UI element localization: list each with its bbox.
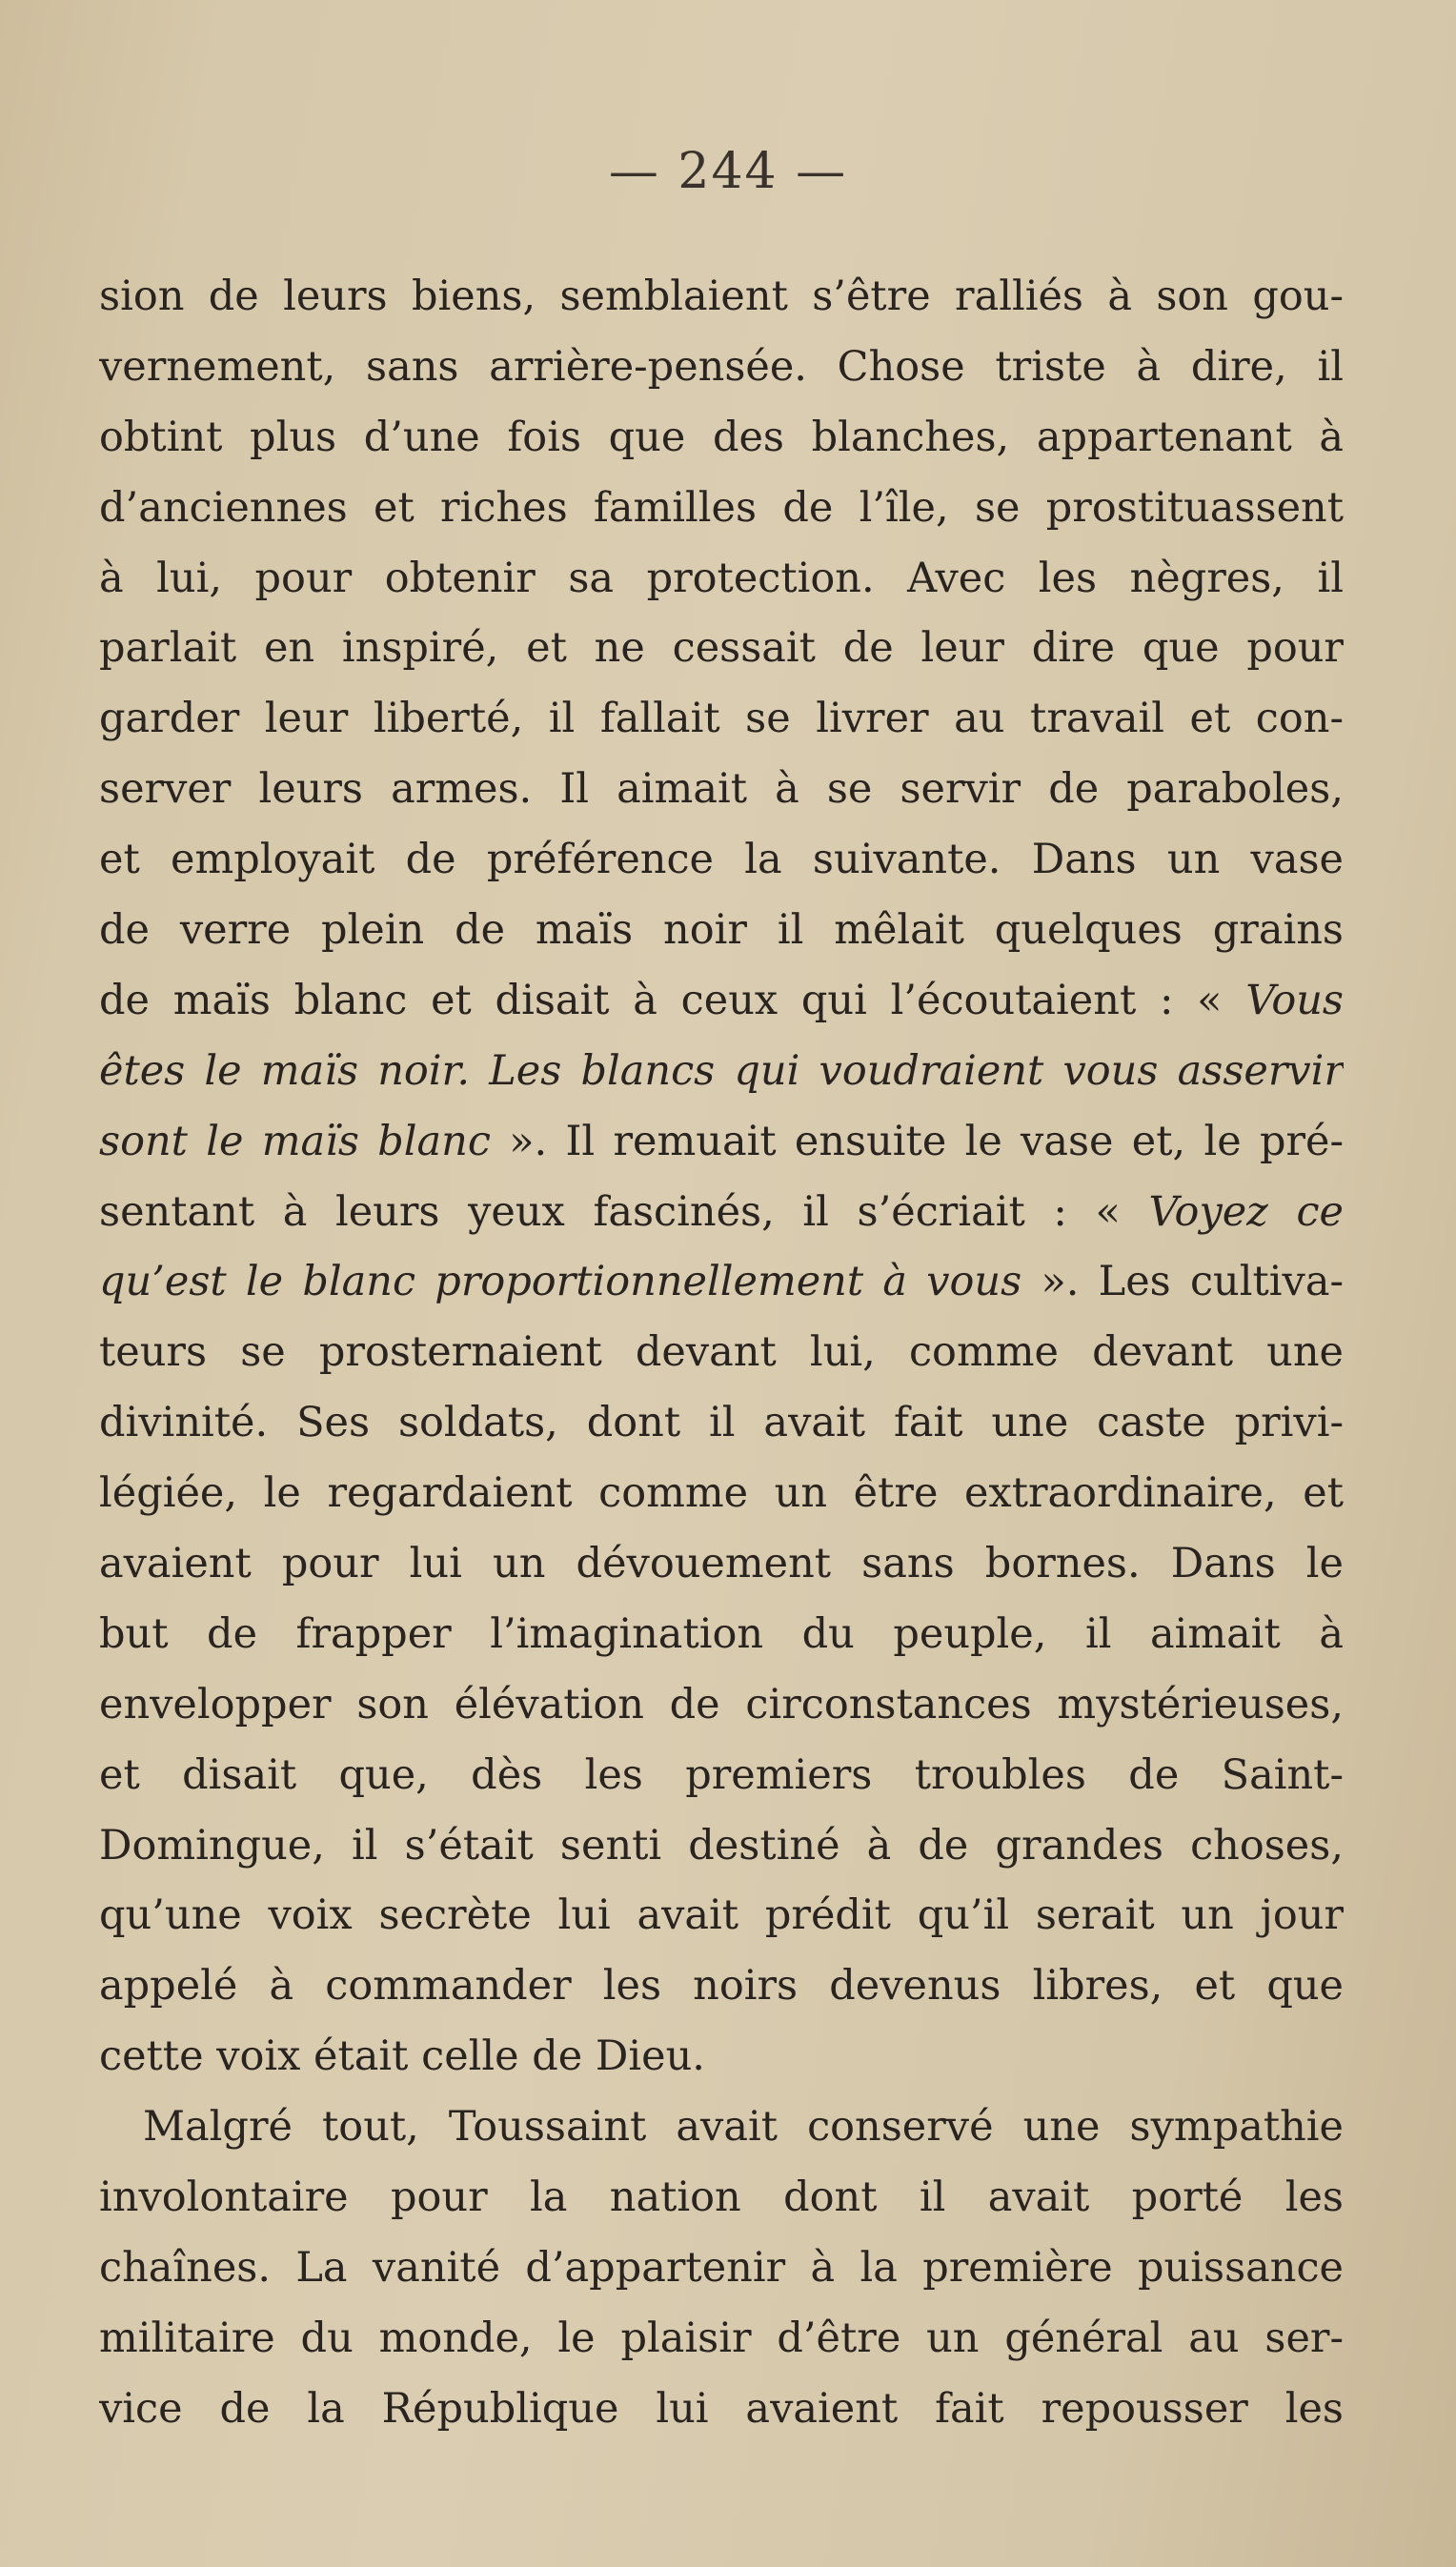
text-segment: sion de leurs biens, semblaient s’être ralliés à son gou-: [99, 273, 1344, 320]
text-line: [99, 1741, 1344, 1811]
text-segment: envelopper son élévation de circonstances mystérieuses,: [99, 1680, 1344, 1728]
text-segment: server leurs armes. Il aimait à se servir de paraboles,: [99, 765, 1344, 814]
text-segment: obtint plus d’une fois que des blanches, appartenant à: [99, 413, 1344, 461]
text-line: [99, 1951, 1344, 2022]
text-line: [99, 403, 1344, 474]
text-line: [99, 614, 1344, 684]
text-segment: cette voix était celle de Dieu.: [99, 2032, 705, 2081]
text-line: [99, 2022, 1344, 2092]
text-segment: et disait que, dès les premiers troubles de Saint-: [99, 1750, 1344, 1799]
text-line: [99, 1459, 1344, 1529]
text-line: [99, 1178, 1344, 1248]
text-segment: ». Il remuait ensuite le vase et, le pré-: [490, 1117, 1344, 1165]
text-segment: qu’une voix secrète lui avait prédit qu’il serait un jour: [99, 1891, 1344, 1940]
italic-text-segment: Vous: [1245, 976, 1344, 1024]
text-segment: d’anciennes et riches familles de l’île, se prostituassent: [99, 483, 1344, 532]
text-segment: ». Les cultiva-: [1021, 1258, 1344, 1306]
text-segment: de maïs blanc et disait à ceux qui l’écoutaient : «: [99, 976, 1246, 1024]
text-segment: involontaire pour la nation dont il avait porté les: [99, 2173, 1344, 2222]
text-segment: appelé à commander les noirs devenus libres, et que: [99, 1962, 1344, 2011]
text-line: [99, 1037, 1344, 1107]
text-segment: vice de la République lui avaient fait repousser les: [99, 2384, 1344, 2433]
text-line: [99, 1811, 1344, 1882]
text-line: [99, 1670, 1344, 1741]
text-line: [99, 1881, 1344, 1951]
text-line: [99, 2304, 1344, 2375]
text-segment: Domingue, il s’était senti destiné à de grandes choses,: [99, 1821, 1344, 1870]
page-number: — 244 —: [608, 143, 848, 200]
text-segment: vernement, sans arrière-pensée. Chose triste à dire, il: [99, 342, 1344, 391]
text-line: [99, 474, 1344, 544]
text-line: [99, 333, 1344, 403]
text-line: [99, 1388, 1344, 1459]
text-line: [99, 825, 1344, 896]
text-line: [99, 966, 1344, 1037]
text-line: [99, 544, 1344, 615]
text-segment: parlait en inspiré, et ne cessait de leur dire que pour: [99, 624, 1344, 673]
text-line: [99, 1600, 1344, 1670]
text-line: [99, 896, 1344, 966]
text-line: [99, 2375, 1344, 2445]
text-line: [99, 1247, 1344, 1318]
italic-text-segment: êtes le maïs noir. Les blancs qui voudraient vous asservir: [99, 1046, 1344, 1095]
text-line: [99, 1107, 1344, 1178]
text-line: [99, 1318, 1344, 1388]
text-line: [99, 262, 1344, 333]
text-line: [99, 2163, 1344, 2233]
text-segment: chaînes. La vanité d’appartenir à la première puissance: [99, 2243, 1344, 2292]
text-segment: teurs se prosternaient devant lui, comme devant une: [99, 1328, 1344, 1377]
body-text: [99, 262, 1344, 2445]
text-line: [99, 1529, 1344, 1600]
text-segment: garder leur liberté, il fallait se livrer au travail et con-: [99, 695, 1344, 743]
text-segment: légiée, le regardaient comme un être extraordinaire, et: [99, 1469, 1344, 1518]
text-segment: divinité. Ses soldats, dont il avait fait une caste privi-: [99, 1399, 1344, 1447]
text-segment: avaient pour lui un dévouement sans bornes. Dans le: [99, 1540, 1344, 1588]
text-line: [99, 2233, 1344, 2304]
text-segment: Malgré tout, Toussaint avait conservé une sympathie: [143, 2103, 1344, 2152]
text-line: [99, 2092, 1344, 2163]
italic-text-segment: sont le maïs blanc: [99, 1117, 491, 1165]
text-segment: et employait de préférence la suivante. Dans un vase: [99, 836, 1344, 884]
text-segment: sentant à leurs yeux fascinés, il s’écriait : «: [99, 1187, 1149, 1236]
text-segment: militaire du monde, le plaisir d’être un général au ser-: [99, 2314, 1344, 2362]
text-segment: de verre plein de maïs noir il mêlait quelques grains: [99, 906, 1344, 955]
text-line: [99, 755, 1344, 825]
text-segment: but de frapper l’imagination du peuple, il aimait à: [99, 1609, 1344, 1658]
italic-text-segment: Voyez ce: [1148, 1187, 1344, 1236]
italic-text-segment: qu’est le blanc proportionnellement à vous: [99, 1258, 1022, 1306]
text-line: [99, 684, 1344, 755]
text-segment: à lui, pour obtenir sa protection. Avec les nègres, il: [99, 554, 1344, 602]
